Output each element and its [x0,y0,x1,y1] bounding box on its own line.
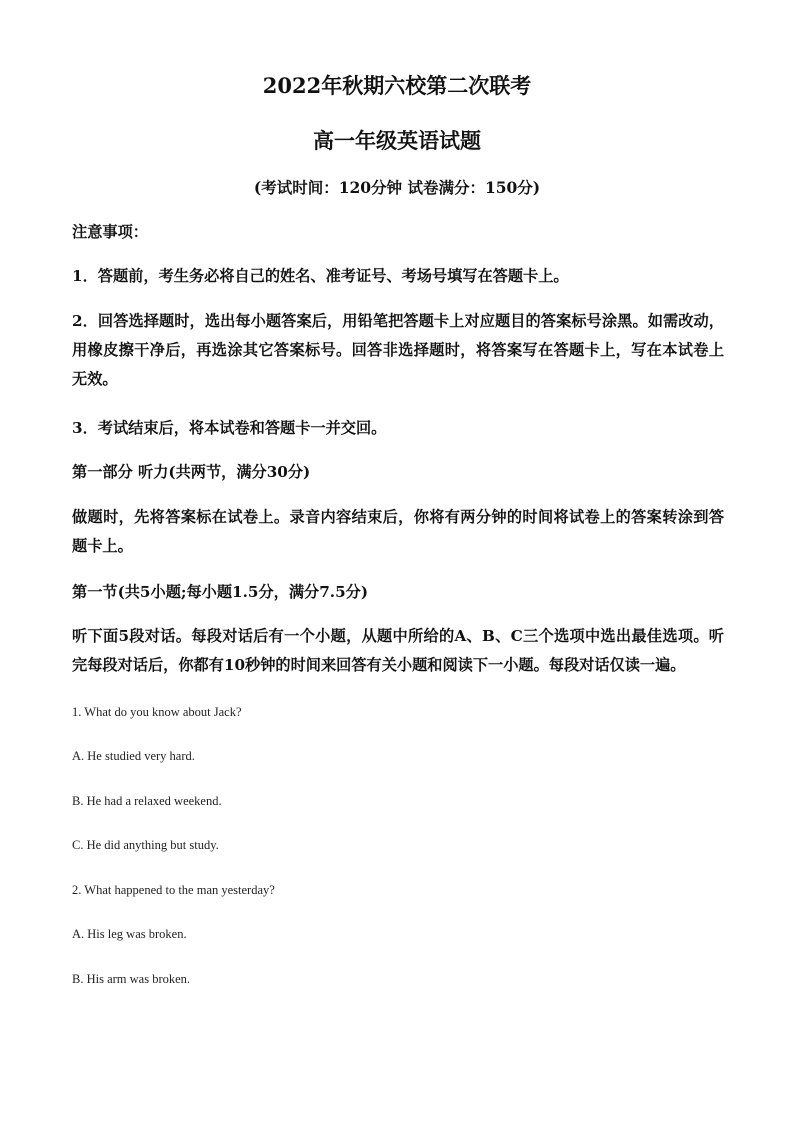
question-1-stem: 1. What do you know about Jack? [72,705,242,719]
notice-item-1: 1．答题前，考生务必将自己的姓名、准考证号、考场号填写在答题卡上。 [72,267,569,285]
question-2-stem: 2. What happened to the man yesterday? [72,883,275,897]
part1-instruction: 听下面5段对话。每段对话后有一个小题，从题中所给的A、B、C三个选项中选出最佳选项。听完每段对话后，你都有10秒钟的时间来回答有关小题和阅读下一小题。每段对话仅读一遍。 [72,627,724,674]
question-2-option-a: A. His leg was broken. [72,927,187,941]
exam-title: 2022年秋期六校第二次联考 [262,73,532,98]
notice-item-2: 2．回答选择题时，选出每小题答案后，用铅笔把答题卡上对应题目的答案标号涂黑。如需改动，用橡皮擦干净后，再选涂其它答案标号。回答非选择题时，将答案写在答题卡上，写在本试卷上无效。 [72,312,724,388]
exam-subtitle: 高一年级英语试题 [313,128,481,153]
question-1-option-b: B. He had a relaxed weekend. [72,794,222,808]
section1-heading: 第一部分 听力(共两节，满分30分) [72,463,311,481]
section1-instruction: 做题时，先将答案标在试卷上。录音内容结束后，你将有两分钟的时间将试卷上的答案转涂到答题卡上。 [72,508,724,555]
part1-heading: 第一节(共5小题;每小题1.5分，满分7.5分) [72,583,369,601]
exam-info: (考试时间：120分钟 试卷满分：150分) [253,178,541,197]
notice-heading: 注意事项： [72,223,148,241]
question-2-option-b: B. His arm was broken. [72,972,191,986]
question-1-option-c: C. He did anything but study. [72,838,219,852]
notice-item-3: 3．考试结束后，将本试卷和答题卡一并交回。 [72,419,387,437]
question-1-option-a: A. He studied very hard. [72,749,195,763]
